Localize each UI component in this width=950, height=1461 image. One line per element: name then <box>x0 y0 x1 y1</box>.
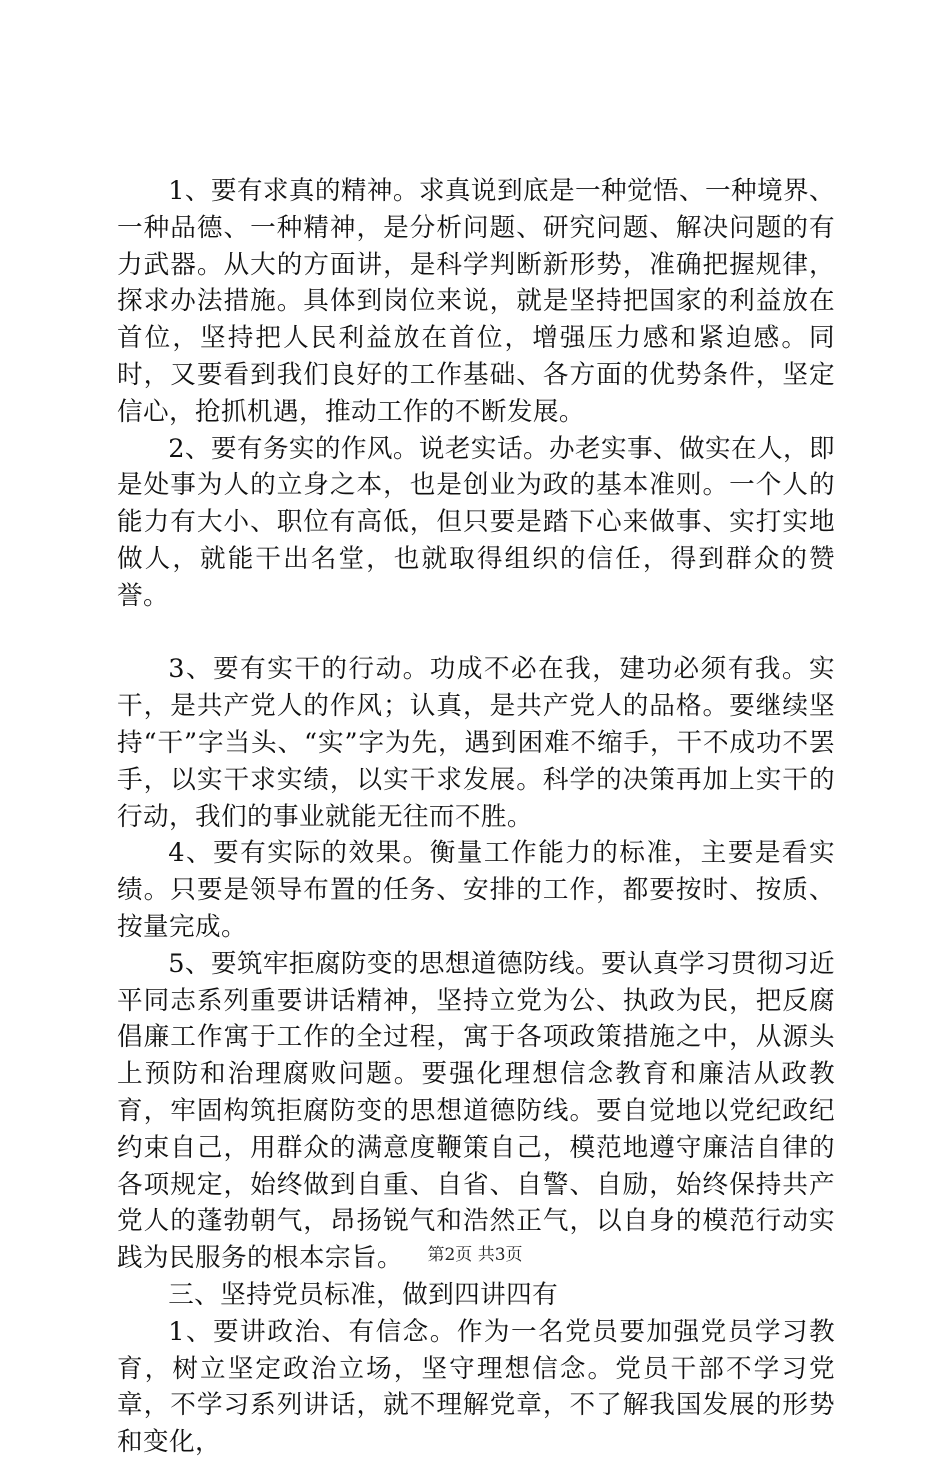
paragraph-politics-belief: 1、要讲政治、有信念。作为一名党员要加强党员学习教育，树立坚定政治立场，坚守理想信念。党员干部不学习党章，不学习系列讲话，就不理解党章，不了解我国发展的形势和变化， <box>117 1316 835 1458</box>
paragraph-pragmatic-style: 2、要有务实的作风。说老实话。办老实事、做实在人，即是处事为人的立身之本，也是创业为政的基本准则。一个人的能力有大小、职位有高低，但只要是踏下心来做事、实打实地做人，就能干出名堂，也就取得组织的信任，得到群众的赞誉。 <box>117 433 835 611</box>
page-number-indicator: 第2页 共3页 <box>427 1245 523 1265</box>
page-footer <box>0 1243 950 1267</box>
paragraph-practical-action: 3、要有实干的行动。功成不必在我，建功必须有我。实干，是共产党人的作风；认真，是共产党人的品格。要继续坚持“干”字当头、“实”字为先，遇到困难不缩手，干不成功不罢手，以实干求实绩，以实干求发展。科学的决策再加上实干的行动，我们的事业就能无往而不胜。 <box>117 654 835 832</box>
paragraph-seeking-truth: 1、要有求真的精神。求真说到底是一种觉悟、一种境界、一种品德、一种精神，是分析问题、研究问题、解决问题的有力武器。从大的方面讲，是科学判断新形势，准确把握规律，探求办法措施。具体到岗位来说，就是坚持把国家的利益放在首位，坚持把人民利益放在首位，增强压力感和紧迫感。同时，又要看到我们良好的工作基础、各方面的优势条件，坚定信心，抢抓机遇，推动工作的不断发展。 <box>117 176 835 427</box>
section-heading-party-standards: 三、坚持党员标准，做到四讲四有 <box>168 1279 559 1310</box>
document-body <box>117 173 835 1461</box>
paragraph-anti-corruption: 5、要筑牢拒腐防变的思想道德防线。要认真学习贯彻习近平同志系列重要讲话精神，坚持立党为公、执政为民，把反腐倡廉工作寓于工作的全过程，寓于各项政策措施之中，从源头上预防和治理腐败问题。要强化理想信念教育和廉洁从政教育，牢固构筑拒腐防变的思想道德防线。要自觉地以党纪政纪约束自己，用群众的满意度鞭策自己，模范地遵守廉洁自律的各项规定，始终做到自重、自省、自警、自励，始终保持共产党人的蓬勃朝气，昂扬锐气和浩然正气，以自身的模范行动实践为民服务的根本宗旨。 <box>117 948 835 1274</box>
paragraph-actual-results: 4、要有实际的效果。衡量工作能力的标准，主要是看实绩。只要是领导布置的任务、安排的工作，都要按时、按质、按量完成。 <box>117 838 835 942</box>
